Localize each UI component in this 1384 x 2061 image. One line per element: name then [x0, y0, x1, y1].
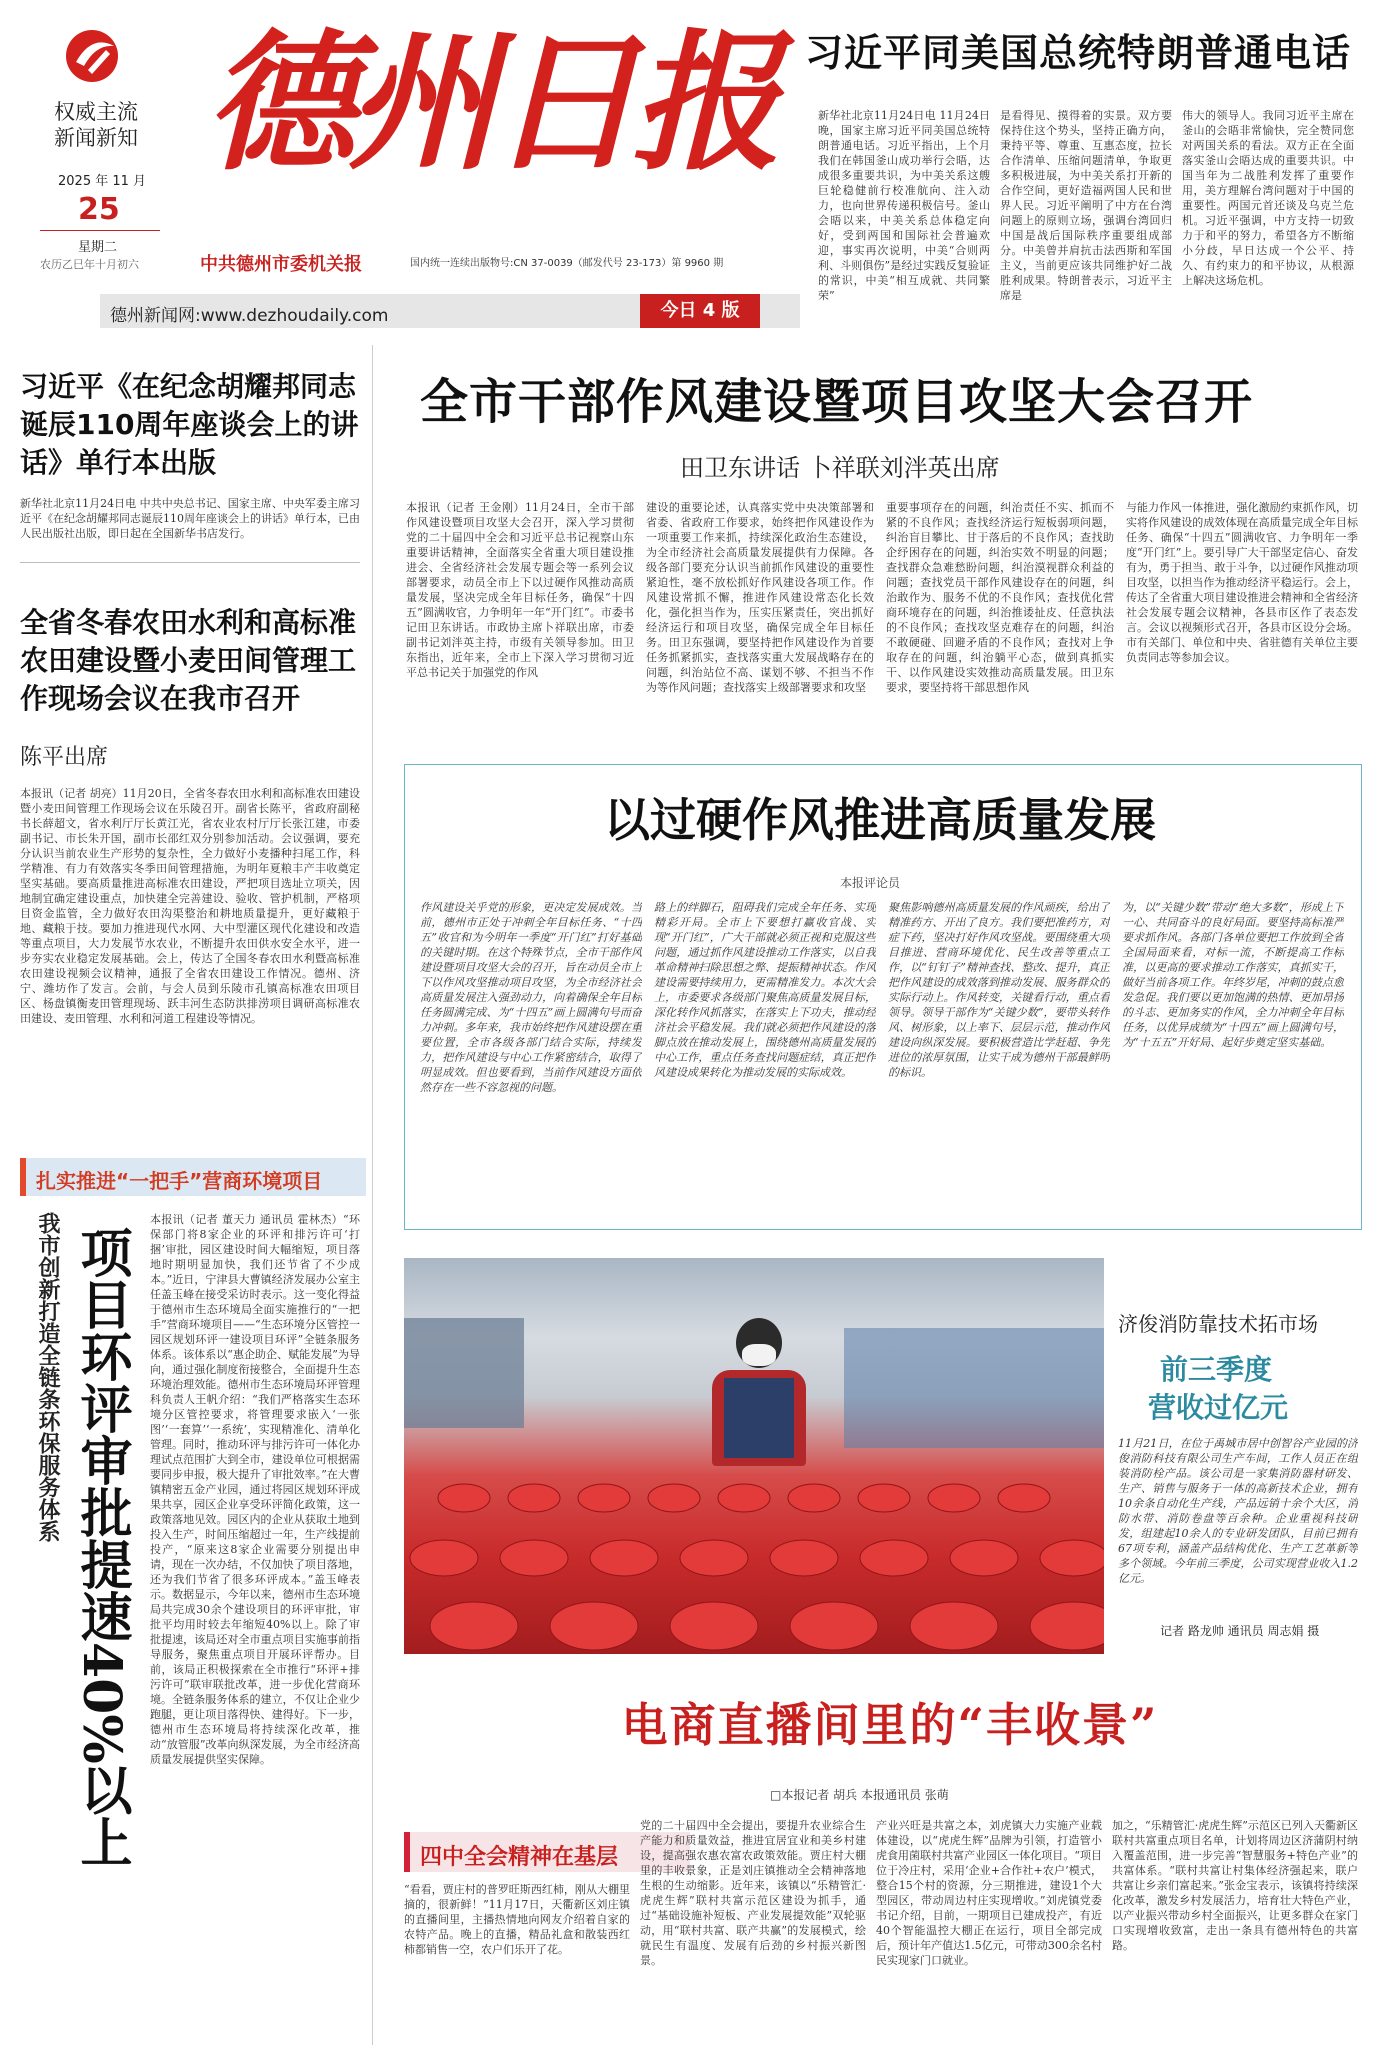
photo-headline-1: 前三季度: [1160, 1353, 1273, 1386]
worker-figure: [704, 1318, 814, 1468]
lead-headline: 全市干部作风建设暨项目攻坚大会召开: [420, 374, 1254, 430]
weekday: 星期二: [78, 240, 118, 255]
commentary-col-2: 路上的绊脚石，阻碍我们完成全年任务、实现精彩开局。全市上下要想打赢收官战、实现“开门红”，广大干部就必须正视和克服这些问题，通过抓作风建设推动工作落实，以自我革命精神扫除思想之弊、提振精神状态。作风建设需要持续用力，更需精准发力。本次大会上，市委要求各级部门聚焦高质量发展目标，深化转作风抓落实，在落实上下功夫，推动经济社会平稳发展。我们就必须把作风建设的落脚点放在推动发展上，围绕德州高质量发展的中心工作，重点任务查找问题症结，真正把作风建设成果转化为推动发展的实际成效。: [654, 901, 876, 1079]
bottom-headline: 电商直播间里的“丰收景”: [621, 1698, 1159, 1752]
lead-col-1: 本报讯（记者 王金刚）11月24日，全市干部作风建设暨项目攻坚大会召开，深入学习贯彻党的二十届四中全会和习近平总书记视察山东重要讲话精神，全面落实全省重大项目建设推进会、全省经济社会发展专题会等一系列会议部署要求，动员全市上下以过硬作风推动高质量发展，坚决完成全年目标任务，确保“十四五”圆满收官，力争明年一年“开门红”。市委书记田卫东讲话。市政协主席卜祥联出席，市委副书记刘泮英主持，市级有关领导参加。田卫东指出，近年来，全市上下深入学习贯彻习近平总书记关于加强党的作风: [406, 501, 634, 679]
vertical-story-body: 本报讯（记者 董天力 通讯员 霍林杰）“环保部门将8家企业的环评和排污许可‘打捆’审批，园区建设时间大幅缩短，项目落地时期明显加快，我们还节省了不少成本。”近日，宁津县大曹镇经济发展办公室主任盖玉峰在接受采访时表示。这一变化得益于德州市生态环境局全面实施推行的“一把手”营商环境项目——“生态环境分区管控一园区规划环评一建设项目环评”全链条服务体系。该体系以“惠企助企、赋能发展”为导向，通过强化制度衔接整合，全面提升生态环境治理效能。德州市生态环境局环评管理科负责人王帆介绍：“我们严格落实生态环境分区管控要求，将管理要求嵌入‘一张图’‘一套算’‘一系统’，实现精准化、清单化管理。同时，推动环评与排污许可一体化办理试点范围扩大到全市，建设单位可根据需要同步申报，极大提升了审批效率。”在大曹镇精密五金产业园，通过将园区规划环评成果共享，园区企业享受环评简化政策，这一政策落地见效。园区内的企业从获取土地到投入生产，时间压缩超过一年，生产线提前投产，“原来这8家企业需要分别提出申请，现在一次办结，不仅加快了项目落地，还为我们节省了很多环评成本。”盖玉峰表示。数据显示，今年以来，德州市生态环境局共完成30余个建设项目的环评审批，审批平均用时较去年缩短40%以上。除了审批提速，该局还对全市重点项目实施事前指导服务，聚焦重点项目开展环评帮办。目前，该局正积极探索在全市推行“环评+排污许可”联审联批改革，进一步优化营商环境。全链条服务体系的建立，不仅让企业少跑腿，更让项目落得快、建得好。下一步，德州市生态环境局将持续深化改革，推动“放管服”改革向纵深发展，为全市经济高质量发展提供坚实保障。: [150, 1213, 360, 1766]
issn-line: 国内统一连续出版物号:CN 37-0039（邮发代号 23-173）第 9960 期: [410, 258, 724, 269]
newspaper-logo-icon: [62, 26, 132, 86]
lead-col-4: 与能力作风一体推进，强化激励约束抓作风，切实将作风建设的成效体现在高质量完成全年目标任务、确保“十四五”圆满收官、力争明年一季度“开门红”上。要引导广大干部坚定信心、奋发有为，勇于担当、敢于斗争，以过硬作风推动项目攻坚，以担当作为推动经济平稳运行。会上，传达了全省重大项目建设推进会精神和全省经济社会发展专题会议精神，各县市区作了表态发言。会议以视频形式召开，各县市区设分会场。市有关部门、单位和中央、省驻德有关单位主要负责同志等参加会议。: [1126, 501, 1358, 664]
lead-subhead: 田卫东讲话 卜祥联刘泮英出席: [680, 454, 1000, 482]
bottom-col-4: 加之，“乐精管汇·虎虎生辉”示范区已列入天衢新区联村共富重点项目名单，计划将周边区济蒲阴村纳入覆盖范围，进一步完善“智慧服务+特色产业”的共富体系。“联村共富让村集体经济强起来，联户共富让乡亲们富起来。”张金宝表示，该镇将持续深化改革，激发乡村发展活力，培育壮大特色产业，以产业振兴带动乡村全面振兴，让更多群众在家门口实现增收致富，走出一条具有德州特色的共富路。: [1112, 1819, 1358, 1952]
lunar-date: 农历乙巳年十月初六: [40, 258, 139, 271]
lead-col-3: 重要事项存在的问题，纠治责任不实、抓而不紧的不良作风；查找经济运行短板弱项问题，纠治盲目攀比、甘于落后的不良作风；查找助企纾困存在的问题，纠治实效不明显的问题；查找群众急难愁盼问题，纠治漠视群众利益的问题；查找党员干部作风建设存在的问题，纠治敢作为、服务不优的不良作风；查找优化营商环境存在的问题，纠治推诿扯皮、任意执法的不良作风；查找攻坚克难存在的问题，纠治不敢硬碰、回避矛盾的不良作风；查找对上争取存在的问题，纠治躺平心态，做到真抓实干、以作风建设实效推动高质量发展。田卫东要求，要坚持将干部思想作风: [886, 501, 1114, 694]
bottom-banner-label: 四中全会精神在基层: [420, 1845, 619, 1870]
commentary-byline: 本报评论员: [840, 876, 901, 890]
newspaper-title: 德州日报: [205, 15, 774, 191]
left-story-2-subhead: 陈平出席: [20, 745, 109, 770]
left-story-1-body: 新华社北京11月24日电 中共中央总书记、国家主席、中央军委主席习近平《在纪念胡耀邦同志诞辰110周年座谈会上的讲话》单行本，已由人民出版社出版，即日起在全国新华书店发行。: [20, 497, 360, 540]
top-story-headline: 习近平同美国总统特朗普通电话: [805, 31, 1352, 75]
left-story-2-headline: 全省冬春农田水利和高标准农田建设暨小麦田间管理工作现场会议在我市召开: [20, 606, 357, 715]
lead-col-2: 建设的重要论述，认真落实党中央决策部署和省委、省政府工作要求，始终把作风建设作为一项重要工作来抓，持续深化政治生态建设，为全市经济社会高质量发展提供有力保障。各级各部门要充分认识当前抓作风建设的重要性紧迫性，毫不放松抓好作风建设各项工作。作风建设常抓不懈，推进作风建设常态化长效化，强化担当作为，压实压紧责任，突出抓好经济运行和项目攻坚，确保完成全年目标任务。田卫东强调，要坚持把作风建设作为首要任务抓紧抓实，查找落实重大发展战略存在的问题，纠治站位不高、谋划不够、不担当不作为等作风问题；查找落实上级部署要求和攻坚: [646, 501, 874, 694]
top-story-col-1: 新华社北京11月24日电 11月24日晚，国家主席习近平同美国总统特朗普通电话。习近平指出，上个月我们在韩国釜山成功举行会晤，达成很多重要共识，为中美关系这艘巨轮稳健前行校准航向、注入动力，也向世界传递积极信号。釜山会晤以来，中美关系总体稳定向好，受到两国和国际社会普遍欢迎，事实再次说明，中美“合则两利、斗则俱伤”是经过实践反复验证的常识，中美“相互成就、共同繁荣”: [818, 109, 990, 302]
vertical-headline: 项目环评审批提速40%以上: [71, 1226, 132, 1868]
edition-badge: 今日 4 版: [640, 294, 760, 328]
valve-rows-graphic: [404, 1458, 1104, 1654]
slogan-line-1: 权威主流: [54, 100, 138, 124]
photo-headline-2: 营收过亿元: [1148, 1391, 1289, 1424]
commentary-headline: 以过硬作风推进高质量发展: [604, 793, 1156, 847]
org-name: 中共德州市委机关报: [200, 254, 362, 275]
vertical-kicker: 我市创新打造全链条环保服务体系: [35, 1212, 61, 1542]
photo-credit: 记者 路龙帅 通讯员 周志娟 摄: [1160, 1624, 1320, 1638]
factory-photo: [404, 1258, 1104, 1654]
bottom-byline: □本报记者 胡兵 本报通讯员 张萌: [770, 1788, 949, 1802]
commentary-col-4: 为，以“关键少数”带动“绝大多数”，形成上下一心、共同奋斗的良好局面。要坚持高标准严要求抓作风。各部门各单位要把工作放到全省全国局面来看，对标一流，不断提高工作标准，以更高的要求推动工作落实，真抓实干，做好当前各项工作。年终岁尾，冲刺的鼓点愈发急促。我们要以更加饱满的热情、更加昂扬的斗志、更加务实的作风，全力冲刺全年目标任务，以优异成绩为“十四五”画上圆满句号，为“十五五”开好局、起好步奠定坚实基础。: [1122, 901, 1344, 1049]
photo-kicker: 济俊消防靠技术拓市场: [1118, 1312, 1318, 1336]
website-link[interactable]: 德州新闻网:www.dezhoudaily.com: [110, 306, 389, 326]
left-story-1-headline: 习近平《在纪念胡耀邦同志诞辰110周年座谈会上的讲话》单行本出版: [20, 370, 359, 479]
date-day: 25: [78, 192, 120, 227]
top-story-col-2: 是看得见、摸得着的实景。双方要保持住这个势头，坚持正确方向，秉持平等、尊重、互惠态度，拉长合作清单、压缩问题清单，争取更多积极进展，为中美关系打开新的合作空间，更好造福两国人民和世界人民。习近平阐明了中方在台湾问题上的原则立场，强调台湾回归中国是战后国际秩序重要组成部分。中美曾并肩抗击法西斯和军国主义，当前更应该共同维护好二战胜利成果。特朗普表示，习近平主席是: [1000, 109, 1172, 302]
left-banner-label: 扎实推进“一把手”营商环境项目: [36, 1169, 323, 1193]
top-story-col-3: 伟大的领导人。我同习近平主席在釜山的会晤非常愉快，完全赞同您对两国关系的看法。双方正在全面落实釜山会晤达成的重要共识。中国当年为二战胜利发挥了重要作用，美方理解台湾问题对于中国的重要性。两国元首还谈及乌克兰危机。习近平强调，中方支持一切致力于和平的努力，希望各方不断缩小分歧，早日达成一个公平、持久、有约束力的和平协议，从根源上解决这场危机。: [1182, 109, 1354, 287]
bottom-col-2: 党的二十届四中全会提出，要提升农业综合生产能力和质量效益，推进宜居宜业和美乡村建设，提高强农惠农富农政策效能。贾庄村大棚里的丰收景象，正是刘庄镇推动全会精神落地生根的生动缩影。近年来，该镇以“乐精管汇·虎虎生辉”联村共富示范区建设为抓手，通过“基础设施补短板、产业发展提效能”双轮驱动，用“联村共富、联产共赢”的发展模式，绘就民生有温度、发展有后劲的乡村振兴新图景。: [640, 1819, 866, 1967]
date-year-month: 2025 年 11 月: [58, 174, 147, 189]
masthead: [0, 0, 800, 320]
slogan-line-2: 新闻新知: [54, 126, 138, 150]
commentary-col-1: 作风建设关乎党的形象，更决定发展成效。当前，德州市正处于冲刺全年目标任务、“十四五”收官和为今明年一季度“开门红”打好基础的关键时期。在这个特殊节点，全市干部作风建设暨项目攻坚大会的召开，旨在动员全市上下以作风攻坚推动项目攻坚，为全市经济社会高质量发展注入强劲动力，向着确保全年目标任务圆满完成、为“十四五”画上圆满句号而奋力冲刺。多年来，我市始终把作风建设摆在重要位置，全市各级各部门结合实际，持续发力，把作风建设与中心工作紧密结合，取得了明显成效。但也要看到，当前作风建设方面依然存在一些不容忽视的问题。: [420, 901, 642, 1094]
photo-caption: 11月21日，在位于禹城市居中创智谷产业园的济俊消防科技有限公司生产车间，工作人员正在组装消防栓产品。该公司是一家集消防器材研发、生产、销售与服务于一体的高新技术企业，拥有10余条自动化生产线，产品远销十余个大区，消防水带、消防卷盘等百余种。企业重视科技研发，组建起10余人的专业研发团队，目前已拥有67项专利，涵盖产品结构优化、生产工艺革新等多个领域。今年前三季度，公司实现营业收入1.2亿元。: [1118, 1437, 1358, 1585]
bottom-col-3: 产业兴旺是共富之本，刘虎镇大力实施产业载体建设，以“虎虎生辉”品牌为引领，打造管小虎食用菌联村共富产业园区一体化项目。“项目位于冷庄村，采用‘企业+合作社+农户’模式，整合15个村的资源，分三期推进，建设1个大型园区，带动周边村庄实现增收。”刘虎镇党委书记介绍，目前，一期项目已建成投产，有近40个智能温控大棚正在运行，项目全部完成后，预计年产值达1.5亿元，可带动300余名村民实现家门口就业。: [876, 1819, 1102, 1967]
commentary-col-3: 聚焦影响德州高质量发展的作风顽疾，给出了精准药方、开出了良方。我们要把准药方，对症下药，坚决打好作风攻坚战。要围绕重大项目推进、营商环境优化、民生改善等重点工作，以“钉钉子”精神查找、整改、提升，真正把作风建设的成效落到推动发展、服务群众的实际行动上。作风转变，关键看行动，重点看领导。领导干部作为“关键少数”，要带头转作风、树形象，以上率下、层层示范，推动作风建设向纵深发展。要积极营造比学赶超、争先进位的浓厚氛围，让实干成为德州干部最鲜明的标识。: [888, 901, 1110, 1079]
bottom-col-1: “看看，贾庄村的普罗旺斯西红柿，刚从大棚里摘的，很新鲜！”11月17日，天衢新区刘庄镇的直播间里，主播热情地向网友介绍着自家的农特产品。晚上的直播，精品礼盒和散装西红柿都销售一空，农户们乐开了花。: [404, 1883, 630, 1956]
left-story-2-body: 本报讯（记者 胡亮）11月20日，全省冬春农田水利和高标准农田建设暨小麦田间管理工作现场会议在乐陵召开。副省长陈平，省政府副秘书长薛超文，省水利厅厅长黄江光，省农业农村厅厅长张江建，市委副书记、市长朱开国，副市长邵红双分别参加活动。会议强调，要充分认识当前农业生产形势的复杂性，全力做好小麦播种扫尾工作，科学精准、有力有效落实冬季田间管理措施，为明年夏粮丰产丰收奠定坚实基础。要高质量推进高标准农田建设，严把项目选址立项关，因地制宜确定建设重点，加快建全完善建设、验收、管护机制，严格项目资金监管，全力做好农田沟渠整治和耕地质量提升，更好藏粮于地、藏粮于技。要加力推进现代水网、大中型灌区现代化建设和改造等重点项目，大力发展节水农业，不断提升农田供水安全水平，进一步夯实农业稳定发展基础。会上，传达了全国冬春农田水利暨高标准农田建设视频会议精神，通报了全省农田建设工作情况。德州、济宁、潍坊作了发言。会前，与会人员到乐陵市孔镇高标准农田项目区、杨盘镇衡麦田管理现场、跃丰河生态防洪排涝项目调研高标准农田建设、麦田管理、水利和河道工程建设等情况。: [20, 787, 360, 1025]
